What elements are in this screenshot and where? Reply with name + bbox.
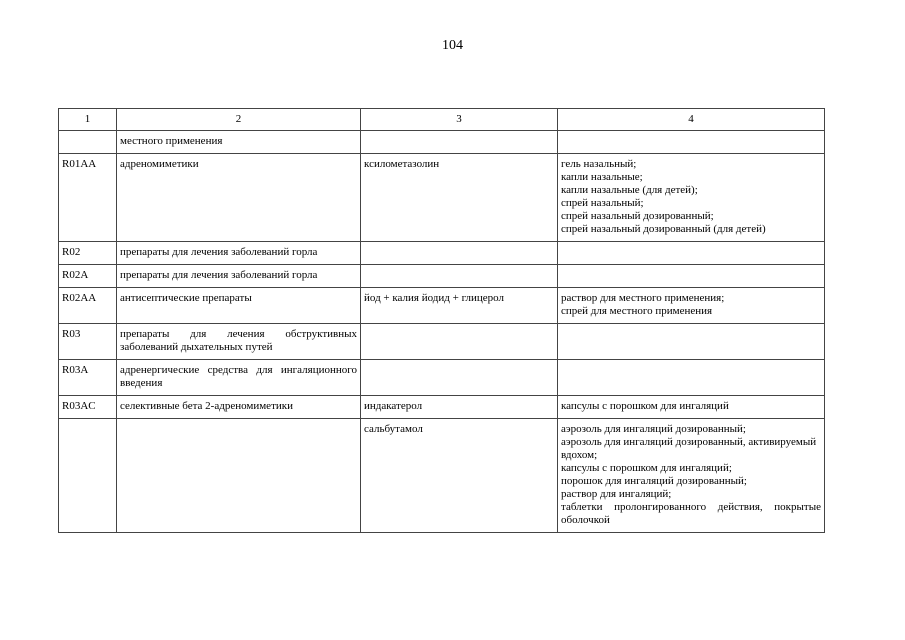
- group-cell: препараты для лечения обструктивных заболеваний дыхательных путей: [117, 324, 361, 360]
- dosage-form: раствор для местного применения;: [561, 292, 725, 304]
- dosage-form: спрей назальный;: [561, 197, 644, 209]
- forms-cell: [558, 324, 825, 360]
- forms-cell: [558, 242, 825, 265]
- dosage-form: капли назальные (для детей);: [561, 184, 698, 196]
- substance-cell: [361, 242, 558, 265]
- column-header: 4: [558, 109, 825, 131]
- dosage-form: таблетки пролонгированного действия, покрытые оболочкой: [561, 501, 821, 526]
- forms-cell: [558, 131, 825, 154]
- dosage-form: раствор для ингаляций;: [561, 488, 672, 500]
- substance-cell: сальбутамол: [361, 419, 558, 533]
- substance-cell: [361, 324, 558, 360]
- forms-cell: [558, 154, 825, 242]
- table-row: [59, 419, 825, 533]
- substance-cell: [361, 131, 558, 154]
- atc-code-cell: [59, 419, 117, 533]
- dosage-form: порошок для ингаляций дозированный;: [561, 475, 747, 487]
- forms-cell: [558, 288, 825, 324]
- group-cell: селективные бета 2-адреномиметики: [117, 396, 361, 419]
- table-row: [59, 242, 825, 265]
- atc-code-cell: R02AA: [59, 288, 117, 324]
- dosage-form: гель назальный;: [561, 158, 637, 170]
- dosage-form: спрей назальный дозированный;: [561, 210, 714, 222]
- dosage-form: спрей назальный дозированный (для детей): [561, 223, 766, 235]
- group-cell: адренергические средства для ингаляционного введения: [117, 360, 361, 396]
- header-row: [59, 109, 825, 131]
- dosage-form: аэрозоль для ингаляций дозированный;: [561, 423, 746, 435]
- group-cell: препараты для лечения заболеваний горла: [117, 242, 361, 265]
- atc-code-cell: R03: [59, 324, 117, 360]
- substance-cell: [361, 360, 558, 396]
- drug-table: [58, 108, 825, 533]
- atc-code-cell: R03A: [59, 360, 117, 396]
- table-row: [59, 154, 825, 242]
- table-row: [59, 265, 825, 288]
- forms-cell: [558, 360, 825, 396]
- page-number: 104: [442, 38, 463, 53]
- table-row: [59, 324, 825, 360]
- column-header: 1: [59, 109, 117, 131]
- table-row: [59, 360, 825, 396]
- dosage-form: капсулы с порошком для ингаляций;: [561, 462, 732, 474]
- dosage-form: аэрозоль для ингаляций дозированный, активируемый вдохом;: [561, 436, 817, 461]
- forms-cell: [558, 419, 825, 533]
- atc-code-cell: R03AC: [59, 396, 117, 419]
- dosage-form: капсулы с порошком для ингаляций: [561, 400, 729, 412]
- group-cell: антисептические препараты: [117, 288, 361, 324]
- table-row: [59, 396, 825, 419]
- group-cell: препараты для лечения заболеваний горла: [117, 265, 361, 288]
- atc-code-cell: [59, 131, 117, 154]
- group-cell: адреномиметики: [117, 154, 361, 242]
- column-header: 2: [117, 109, 361, 131]
- column-header: 3: [361, 109, 558, 131]
- table-row: [59, 288, 825, 324]
- substance-cell: индакатерол: [361, 396, 558, 419]
- substance-cell: ксилометазолин: [361, 154, 558, 242]
- forms-cell: [558, 265, 825, 288]
- table-row: [59, 131, 825, 154]
- dosage-form: спрей для местного применения: [561, 305, 713, 317]
- forms-cell: [558, 396, 825, 419]
- atc-code-cell: R02A: [59, 265, 117, 288]
- group-cell: местного применения: [117, 131, 361, 154]
- dosage-form: капли назальные;: [561, 171, 643, 183]
- substance-cell: [361, 265, 558, 288]
- group-cell: [117, 419, 361, 533]
- atc-code-cell: R01AA: [59, 154, 117, 242]
- substance-cell: йод + калия йодид + глицерол: [361, 288, 558, 324]
- atc-code-cell: R02: [59, 242, 117, 265]
